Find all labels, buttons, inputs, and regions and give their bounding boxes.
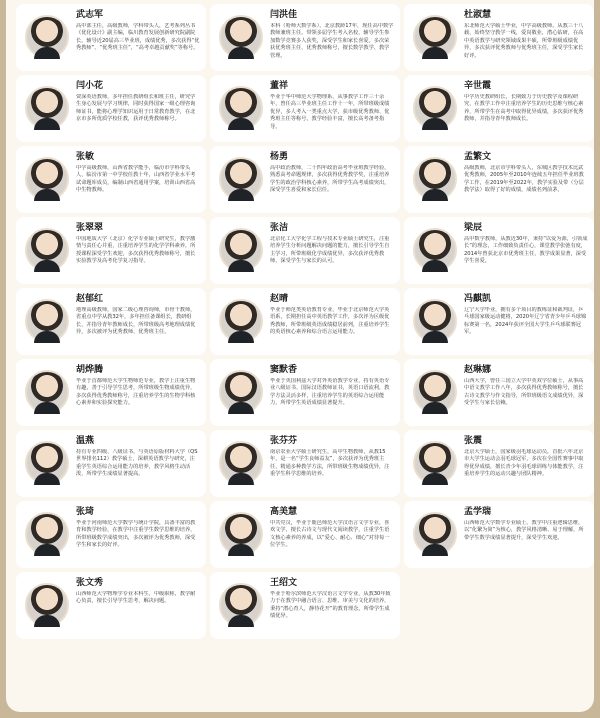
teacher-photo	[219, 583, 263, 627]
teacher-photo	[219, 15, 263, 59]
teacher-name: 张敏	[76, 152, 95, 162]
teacher-name: 王绍文	[270, 578, 298, 588]
teacher-card	[404, 146, 594, 213]
teacher-card	[16, 572, 206, 639]
teacher-bio: 地理高级教师，国家二级心理咨询师，市骨干教师，省重点中学从教32年，多年担任备课组长，教研组长，并指导青年教师成长，所带班级高考地理成绩优异，多次被评为优秀教师、优秀班主任。	[76, 307, 196, 336]
teacher-card	[404, 217, 594, 284]
teacher-card	[210, 359, 400, 426]
teacher-photo	[25, 583, 69, 627]
teacher-bio: 本科（哈师大数学系），北京教龄17年，现任高中数学教师兼班主任。带领多届学生考入名校，辅导学生参加数学竞赛多人获奖，深受学生和家长喜爱。多次荣获优秀班主任、优秀教师称号，擅长数学教学、教学管理。	[270, 23, 394, 59]
teacher-bio: 山西大学，曾任三国立大学中英双学位硕士，从事高中语文教学工作八年，多次获得优秀教师称号，擅长古诗文教学与作文指导，所带班级语文成绩优异，深受学生与家长信赖。	[464, 378, 584, 407]
teacher-card	[16, 359, 206, 426]
teacher-bio: 毕业于华中师范大学物理系，从事教学工作三十余年，曾任高三毕业班主任工作十一年，所带班级成绩优异，多人考入一类重点大学，获市级优秀教师、优秀班主任等称号，教学经验丰富，擅长高考备考指导。	[270, 94, 390, 130]
teacher-name: 闫小花	[76, 81, 104, 91]
teacher-photo	[413, 441, 457, 485]
teacher-grid	[16, 4, 588, 643]
teacher-bio: 南京农业大学硕士研究生，高中生物教师，从教15年，是一名“学生良师益友”，多次获评为优秀班主任，精通多种教学方法，所带班级生物成绩优异，注重学生科学思维的培养。	[270, 449, 390, 478]
teacher-name: 胡烨腾	[76, 365, 104, 375]
teacher-photo	[25, 157, 69, 201]
teacher-name: 高美慧	[270, 507, 298, 517]
teacher-photo	[25, 228, 69, 272]
teacher-bio: 中学高级教师，山西省教学能手，临汾市学科带头人，临汾市第一中学校任教十年，山西省学业水平考试命题库成员，编制山西省通用学案，培训山西省高中生物教师。	[76, 165, 196, 194]
teacher-photo	[219, 299, 263, 343]
teacher-name: 张文秀	[76, 578, 104, 588]
teacher-photo	[25, 299, 69, 343]
teacher-bio: 山西师范大学数学专业硕士，教学中注重逻辑思维，以“化繁为简”为核心，教学风格清晰、易于理解，所带学生数学成绩显著提升，深受学生欢迎。	[464, 520, 584, 541]
teacher-card	[16, 288, 206, 355]
teacher-card	[404, 4, 594, 71]
teacher-name: 窦默香	[270, 365, 298, 375]
teacher-photo	[219, 86, 263, 130]
teacher-photo	[413, 15, 457, 59]
teacher-card	[210, 430, 400, 497]
teacher-name: 张震	[464, 436, 483, 446]
teacher-card	[210, 4, 400, 71]
teacher-bio: 中国地质大学（北京）化学专业硕士研究生，教学激情与责任心并重，注重培养学生的化学学科素养，所授课程深受学生欢迎，多次获得优秀教师称号，擅长实验教学及高考化学复习指导。	[76, 236, 196, 265]
teacher-bio: 毕业于河南师范大学数学与统计学院，具备丰富的教育和教学经验，在教学中注重学生数学思维的培养，所带班级数学成绩突出，多次被评为优秀教师，深受学生和家长的好评。	[76, 520, 196, 549]
teacher-bio: 毕业于首都师范大学生物师范专业，教学上注重生物有趣，善于引导学生思考，所带班级生物成绩优异，多次获得优秀教师称号，注重培养学生的生物学科核心素养和实验探究能力。	[76, 378, 196, 407]
teacher-bio: 山西师范大学物理学专业本科生，中级职称，教学耐心负责，擅长引导学生思考，解决问题。	[76, 591, 196, 605]
teacher-name: 董祥	[270, 81, 289, 91]
teacher-card	[16, 501, 206, 568]
teacher-name: 张洁	[270, 223, 289, 233]
teacher-photo	[413, 157, 457, 201]
teacher-name: 武志军	[76, 10, 104, 20]
teacher-bio: 高中数学教师，从教近30年，秉持“以爱为源，引领成长”的理念，工作细致负责任心，课堂教学张弛有度，2014年曾获北京市优秀班主任，教学成果显著，深受学生喜爱。	[464, 236, 588, 265]
teacher-card	[16, 217, 206, 284]
teacher-bio: 持有专业四级、八级证书，与英语原版材料大学（QS世界排名112）教学硕士，深耕英语教学与研究，注重学生英语综合运用能力的培养，教学风格生动活泼，所带学生成绩显著提高。	[76, 449, 198, 478]
teacher-photo	[25, 512, 69, 556]
teacher-photo	[413, 512, 457, 556]
teacher-card	[210, 501, 400, 568]
teacher-bio: 资深英语教师，多年担任教研组长和班主任，研究学生身心发展与学习规律，同时获得国家一级心理咨询师证书，能将心理学知识运用于日常教育教学，在北京市多所优质学校任教，获评优秀教师称号。	[76, 94, 196, 123]
teacher-photo	[25, 441, 69, 485]
teacher-card	[16, 4, 206, 71]
teacher-card	[16, 430, 206, 497]
teacher-card	[210, 572, 400, 639]
teacher-photo	[219, 157, 263, 201]
teacher-card	[404, 501, 594, 568]
teacher-bio: 北京大学硕士，国家级羽毛球运动员，首批六年北京市大学生运动会羽毛球冠军，多次在全国性赛事中取得优异成绩，擅长青少年羽毛球训练与体能教学，注重培养学生的运动兴趣与团队精神。	[464, 449, 584, 478]
teacher-name: 张琦	[76, 507, 95, 517]
teacher-bio: 高级教师，北京市学科带头人，东城区教学技术比武优秀教师，2005年至2010年连续五年担任毕业班教学工作，在2019年至2022年，教学实验及带（分层教学法）取得了好的成绩，成绩名列前茅。	[464, 165, 584, 194]
teacher-photo	[25, 86, 69, 130]
teacher-bio: 毕业于师范类英语教育专业，毕业于北京师范大学英语系，长期担任高中英语教学工作，多次评为区级优秀教师，所带班级英语成绩稳居前列，注重培养学生的英语核心素养和综合语言运用能力。	[270, 307, 390, 336]
teacher-name: 梁辰	[464, 223, 483, 233]
teacher-bio: 中共党员，毕业于鹿邑师范大学汉语言文学专业，喜欢文学，擅长古诗文与现代文阅读教学，注重学生语文核心素养的养成，以“爱心、耐心、细心”对待每一位学生。	[270, 520, 390, 549]
teacher-photo	[413, 86, 457, 130]
teacher-name: 赵晴	[270, 294, 289, 304]
teacher-photo	[219, 441, 263, 485]
teacher-name: 冯麒凯	[464, 294, 492, 304]
teacher-card	[210, 288, 400, 355]
teacher-bio: 毕业于哈尔滨师范大学汉语言文学专业，从教30年致力于在教学中融合语言、思维、审美与文化的培养，秉持“潜心育人，静待花开”的教育理念，所带学生成绩优异。	[270, 591, 391, 620]
teacher-photo	[219, 512, 263, 556]
teacher-name: 杨勇	[270, 152, 289, 162]
teacher-card	[404, 430, 594, 497]
teacher-card	[16, 75, 206, 142]
teacher-photo	[219, 228, 263, 272]
teacher-name: 赵郁红	[76, 294, 104, 304]
teacher-photo	[25, 15, 69, 59]
teacher-card	[404, 75, 594, 142]
teacher-card	[404, 359, 594, 426]
teacher-bio: 东北师范大学硕士毕业，中学高级教师。从教三十八载，始终坚守教学一线，爱岗敬业，潜心钻研，在高中英语教学与研究领域成果丰硕，所带班级成绩优异，多次获评优秀教师与优秀班主任，深受学生家长好评。	[464, 23, 584, 59]
teacher-card	[210, 75, 400, 142]
teacher-name: 辛世霞	[464, 81, 492, 91]
teacher-name: 孟学瑞	[464, 507, 492, 517]
teacher-photo	[413, 228, 457, 272]
teacher-name: 赵琳娜	[464, 365, 492, 375]
teacher-name: 孟繁文	[464, 152, 492, 162]
teacher-bio: 中学历史教研组长，长期致力于历史教学及课程研究，在教学工作中注重培养学生的历史思维与核心素养，所带学生在高考中取得优异成绩，多次获评优秀教师，并指导青年教师成长。	[464, 94, 584, 123]
teacher-name: 张翠翠	[76, 223, 104, 233]
teacher-name: 张芬芬	[270, 436, 298, 446]
teacher-name: 温燕	[76, 436, 95, 446]
teacher-bio: 高中部主任，高级教师，学科带头人，艺考系列丛书《优化设计》副主编，临川教育发展创新研究院副院长。辅导近20届高三毕业班，成绩优秀，多次获得“优秀教师”、“优秀班主任”，“高考卓越贡献奖”等称号。	[76, 23, 200, 52]
teacher-card	[210, 146, 400, 213]
teacher-photo	[219, 370, 263, 414]
teacher-card	[16, 146, 206, 213]
teacher-card	[210, 217, 400, 284]
teacher-bio: 辽宁大学毕业，拥有多个项目的教练证和裁判证，乒乓球国家级运动健将，2020年辽宁省青少年乒乓球锦标赛第一名，2024年获评全国大学生乒乓球联赛冠军。	[464, 307, 587, 336]
teacher-bio: 北京化工大学化学工程与技术专业硕士研究生，注重培养学生分析问题解决问题的能力，擅长引导学生自主学习，所带班级化学成绩优异，多次获评优秀教师，深受学生与家长的认可。	[270, 236, 390, 265]
teacher-bio: 高中政治教师，二十四年政治高考毕业班教学经验，熟悉高考命题规律，多次获得优秀教学奖，注重培养学生的政治学科核心素养，所带学生高考成绩突出，深受学生喜爱和家长信任。	[270, 165, 390, 194]
teacher-photo	[413, 299, 457, 343]
teacher-bio: 毕业于英国利兹大学对外英语教学专业，持有英语专业八级证书、国际汉语教师证书，英语口语流利，教学方法灵活多样，注重培养学生的英语综合运用能力，所带学生英语成绩显著提升。	[270, 378, 390, 407]
teacher-name: 闫洪佳	[270, 10, 298, 20]
teacher-name: 杜淑慧	[464, 10, 492, 20]
teacher-photo	[413, 370, 457, 414]
teacher-board	[6, 0, 594, 712]
teacher-card	[404, 288, 594, 355]
teacher-photo	[25, 370, 69, 414]
